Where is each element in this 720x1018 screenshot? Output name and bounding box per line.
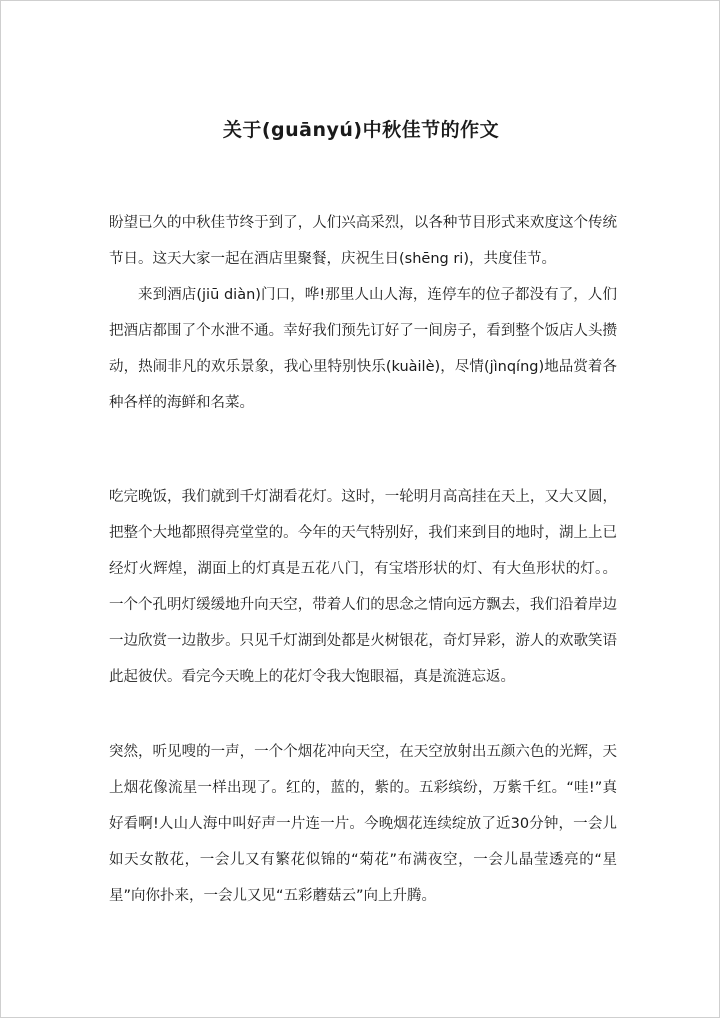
paragraph-1: 盼望已久的中秋佳节终于到了，人们兴高采烈，以各种节目形式来欢度这个传统节日。这天大家一起在酒店里聚餐，庆祝生日(shēng ri)，共度佳节。 — [109, 215, 617, 267]
paragraph-3: 吃完晚饭，我们就到千灯湖看花灯。这时，一轮明月高高挂在天上，又大又圆，把整个大地都照得亮堂堂的。今年的天气特别好，我们来到目的地时，湖上上已经灯火辉煌，湖面上的灯真是五花八门，有宝塔形状的灯、有大鱼形状的灯。。一个个孔明灯缓缓地升向天空，带着人们的思念之情向远方飘去，我们沿着岸边一边欣赏一边散步。只见千灯湖到处都是火树银花，奇灯异彩，游人的欢歌笑语此起彼伏。看完今天晚上的花灯令我大饱眼福，真是流涟忘返。 — [109, 489, 617, 685]
paragraph-4: 突然，听见嗖的一声，一个个烟花冲向天空，在天空放射出五颜六色的光辉，天上烟花像流星一样出现了。红的，蓝的，紫的。五彩缤纷，万紫千红。“哇!”真好看啊!人山人海中叫好声一片连一片。今晚烟花连续绽放了近30分钟，一会儿如天女散花，一会儿又有繁花似锦的“菊花”布满夜空，一会儿晶莹透亮的“星星”向你扑来，一会儿又见“五彩蘑菇云”向上升腾。 — [109, 744, 617, 904]
document-title: 关于(guānyú)中秋佳节的作文 — [222, 119, 500, 141]
paragraph-2: 来到酒店(jiū diàn)门口，哗!那里人山人海，连停车的位子都没有了，人们把酒店都围了个水泄不通。幸好我们预先订好了一间房子，看到整个饭店人头攒动，热闹非凡的欢乐景象，我心里特别快乐(kuàilè)，尽情(jìnqíng)地品赏着各种各样的海鲜和名菜。 — [109, 287, 617, 411]
